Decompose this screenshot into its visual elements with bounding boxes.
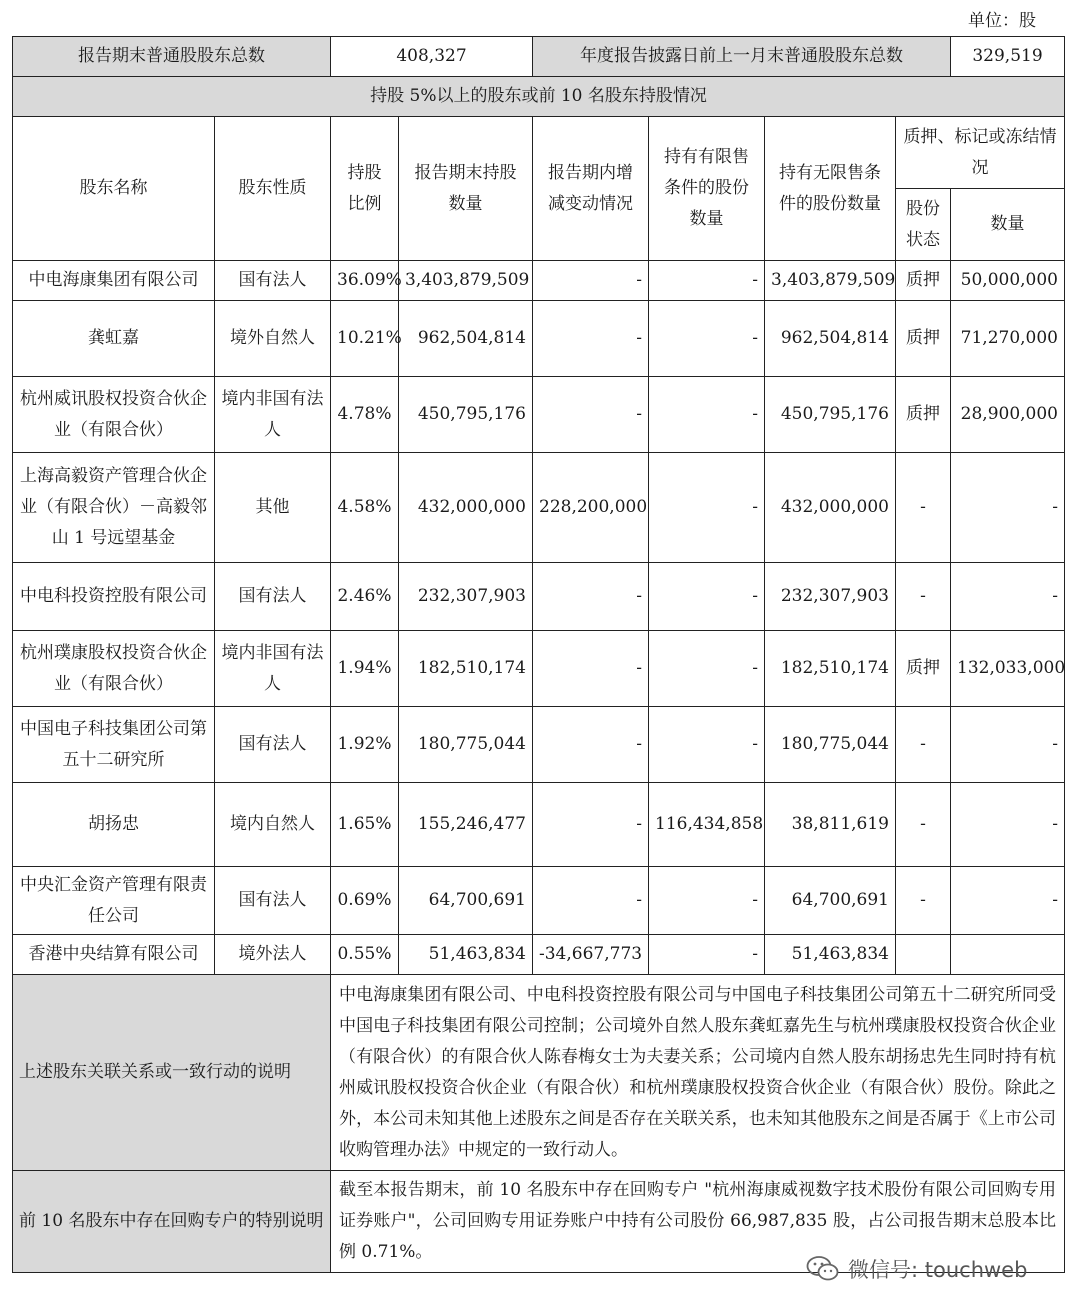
restricted-quantity: - — [649, 867, 765, 935]
pledge-quantity: - — [951, 867, 1065, 935]
relation-note-row — [13, 975, 1065, 1171]
holding-ratio: 1.92% — [331, 707, 399, 783]
shareholder-name: 香港中央结算有限公司 — [13, 935, 215, 975]
holding-ratio: 1.65% — [331, 783, 399, 867]
pledge-quantity: 132,033,000 — [951, 631, 1065, 707]
holding-ratio: 4.58% — [331, 453, 399, 563]
shareholder-nature: 国有法人 — [215, 867, 331, 935]
unrestricted-quantity: 51,463,834 — [765, 935, 896, 975]
shareholder-nature: 境外自然人 — [215, 301, 331, 377]
header-restricted: 持有有限售条件的股份数量 — [649, 117, 765, 261]
shareholder-table — [12, 36, 1065, 1273]
header-row — [13, 117, 1065, 189]
prev-holders-label: 年度报告披露日前上一月末普通股股东总数 — [533, 37, 951, 77]
section-title: 持股 5%以上的股东或前 10 名股东持股情况 — [13, 77, 1065, 117]
unrestricted-quantity: 450,795,176 — [765, 377, 896, 453]
unrestricted-quantity: 232,307,903 — [765, 563, 896, 631]
holding-quantity: 182,510,174 — [399, 631, 533, 707]
table-row — [13, 453, 1065, 563]
summary-row — [13, 37, 1065, 77]
buyback-note-label: 前 10 名股东中存在回购专户的特别说明 — [13, 1171, 331, 1273]
header-ratio: 持股比例 — [331, 117, 399, 261]
holding-ratio: 36.09% — [331, 261, 399, 301]
pledge-quantity — [951, 935, 1065, 975]
shareholder-name: 胡扬忠 — [13, 783, 215, 867]
holding-ratio: 1.94% — [331, 631, 399, 707]
prev-holders-value: 329,519 — [951, 37, 1065, 77]
restricted-quantity: 116,434,858 — [649, 783, 765, 867]
shareholder-nature: 境内非国有法人 — [215, 631, 331, 707]
restricted-quantity: - — [649, 453, 765, 563]
pledge-status — [896, 935, 951, 975]
table-row — [13, 261, 1065, 301]
shareholder-name: 中电科投资控股有限公司 — [13, 563, 215, 631]
pledge-quantity: 50,000,000 — [951, 261, 1065, 301]
pledge-status: - — [896, 453, 951, 563]
total-holders-value: 408,327 — [331, 37, 533, 77]
unrestricted-quantity: 38,811,619 — [765, 783, 896, 867]
header-holding: 报告期末持股数量 — [399, 117, 533, 261]
table-row — [13, 631, 1065, 707]
table-row — [13, 377, 1065, 453]
change-quantity: - — [533, 261, 649, 301]
unrestricted-quantity: 3,403,879,509 — [765, 261, 896, 301]
holding-quantity: 51,463,834 — [399, 935, 533, 975]
pledge-quantity: - — [951, 707, 1065, 783]
total-holders-label: 报告期末普通股股东总数 — [13, 37, 331, 77]
holding-ratio: 0.69% — [331, 867, 399, 935]
table-row — [13, 935, 1065, 975]
header-pledge-status: 股份状态 — [896, 189, 951, 261]
shareholder-name: 中电海康集团有限公司 — [13, 261, 215, 301]
pledge-status: - — [896, 563, 951, 631]
change-quantity: 228,200,000 — [533, 453, 649, 563]
table-row — [13, 707, 1065, 783]
header-nature: 股东性质 — [215, 117, 331, 261]
restricted-quantity: - — [649, 563, 765, 631]
restricted-quantity: - — [649, 631, 765, 707]
holding-quantity: 232,307,903 — [399, 563, 533, 631]
restricted-quantity: - — [649, 301, 765, 377]
pledge-status: 质押 — [896, 377, 951, 453]
wechat-icon — [806, 1255, 840, 1283]
shareholder-nature: 境外法人 — [215, 935, 331, 975]
change-quantity: - — [533, 563, 649, 631]
relation-note-label: 上述股东关联关系或一致行动的说明 — [13, 975, 331, 1171]
unrestricted-quantity: 962,504,814 — [765, 301, 896, 377]
holding-ratio: 0.55% — [331, 935, 399, 975]
holding-quantity: 155,246,477 — [399, 783, 533, 867]
unit-label: 单位：股 — [968, 11, 1036, 31]
pledge-status: - — [896, 867, 951, 935]
pledge-quantity: - — [951, 453, 1065, 563]
shareholder-name: 上海高毅资产管理合伙企业（有限合伙）－高毅邻山 1 号远望基金 — [13, 453, 215, 563]
holding-quantity: 64,700,691 — [399, 867, 533, 935]
pledge-status: - — [896, 783, 951, 867]
pledge-quantity: - — [951, 783, 1065, 867]
shareholder-nature: 国有法人 — [215, 563, 331, 631]
shareholder-name: 中央汇金资产管理有限责任公司 — [13, 867, 215, 935]
change-quantity: - — [533, 301, 649, 377]
shareholder-nature: 国有法人 — [215, 261, 331, 301]
change-quantity: - — [533, 377, 649, 453]
header-name: 股东名称 — [13, 117, 215, 261]
holding-quantity: 962,504,814 — [399, 301, 533, 377]
shareholder-name: 杭州璞康股权投资合伙企业（有限合伙） — [13, 631, 215, 707]
table-row — [13, 563, 1065, 631]
table-row — [13, 301, 1065, 377]
pledge-quantity: 71,270,000 — [951, 301, 1065, 377]
restricted-quantity: - — [649, 377, 765, 453]
holding-ratio: 4.78% — [331, 377, 399, 453]
holding-quantity: 3,403,879,509 — [399, 261, 533, 301]
pledge-status: 质押 — [896, 631, 951, 707]
section-title-row — [13, 77, 1065, 117]
restricted-quantity: - — [649, 935, 765, 975]
pledge-status: - — [896, 707, 951, 783]
unrestricted-quantity: 182,510,174 — [765, 631, 896, 707]
watermark — [806, 1248, 1056, 1290]
pledge-status: 质押 — [896, 301, 951, 377]
shareholder-name: 龚虹嘉 — [13, 301, 215, 377]
shareholder-nature: 境内自然人 — [215, 783, 331, 867]
shareholder-name: 中国电子科技集团公司第五十二研究所 — [13, 707, 215, 783]
change-quantity: - — [533, 783, 649, 867]
unrestricted-quantity: 432,000,000 — [765, 453, 896, 563]
table-row — [13, 867, 1065, 935]
relation-note-text: 中电海康集团有限公司、中电科投资控股有限公司与中国电子科技集团公司第五十二研究所同受中国电子科技集团有限公司控制；公司境外自然人股东龚虹嘉先生与杭州璞康股权投资合伙企业（有限合伙）的有限合伙人陈春梅女士为夫妻关系；公司境内自然人股东胡扬忠先生同时持有杭州威讯股权投资合伙企业（有限合伙）和杭州璞康股权投资合伙企业（有限合伙）股份。除此之外，本公司未知其他上述股东之间是否存在关联关系，也未知其他股东之间是否属于《上市公司收购管理办法》中规定的一致行动人。 — [331, 975, 1065, 1171]
restricted-quantity: - — [649, 707, 765, 783]
restricted-quantity: - — [649, 261, 765, 301]
header-pledge-qty: 数量 — [951, 189, 1065, 261]
pledge-quantity: - — [951, 563, 1065, 631]
header-change: 报告期内增减变动情况 — [533, 117, 649, 261]
buyback-note-text: 截至本报告期末，前 10 名股东中存在回购专户 "杭州海康威视数字技术股份有限公司回购专用证券账户"，公司回购专用证券账户中持有公司股份 66,987,835 股，占公司报告期末总股本比例 0.71%。 — [331, 1171, 1065, 1273]
pledge-quantity: 28,900,000 — [951, 377, 1065, 453]
holding-ratio: 10.21% — [331, 301, 399, 377]
change-quantity: - — [533, 867, 649, 935]
change-quantity: - — [533, 631, 649, 707]
watermark-text: 微信号: touchweb — [848, 1258, 1028, 1282]
unrestricted-quantity: 180,775,044 — [765, 707, 896, 783]
header-pledge-group: 质押、标记或冻结情况 — [896, 117, 1065, 189]
holding-quantity: 180,775,044 — [399, 707, 533, 783]
header-unrestricted: 持有无限售条件的股份数量 — [765, 117, 896, 261]
pledge-status: 质押 — [896, 261, 951, 301]
holding-ratio: 2.46% — [331, 563, 399, 631]
unrestricted-quantity: 64,700,691 — [765, 867, 896, 935]
holding-quantity: 432,000,000 — [399, 453, 533, 563]
shareholder-nature: 境内非国有法人 — [215, 377, 331, 453]
shareholder-nature: 国有法人 — [215, 707, 331, 783]
shareholder-name: 杭州威讯股权投资合伙企业（有限合伙） — [13, 377, 215, 453]
change-quantity: -34,667,773 — [533, 935, 649, 975]
shareholder-nature: 其他 — [215, 453, 331, 563]
holding-quantity: 450,795,176 — [399, 377, 533, 453]
change-quantity: - — [533, 707, 649, 783]
table-row — [13, 783, 1065, 867]
